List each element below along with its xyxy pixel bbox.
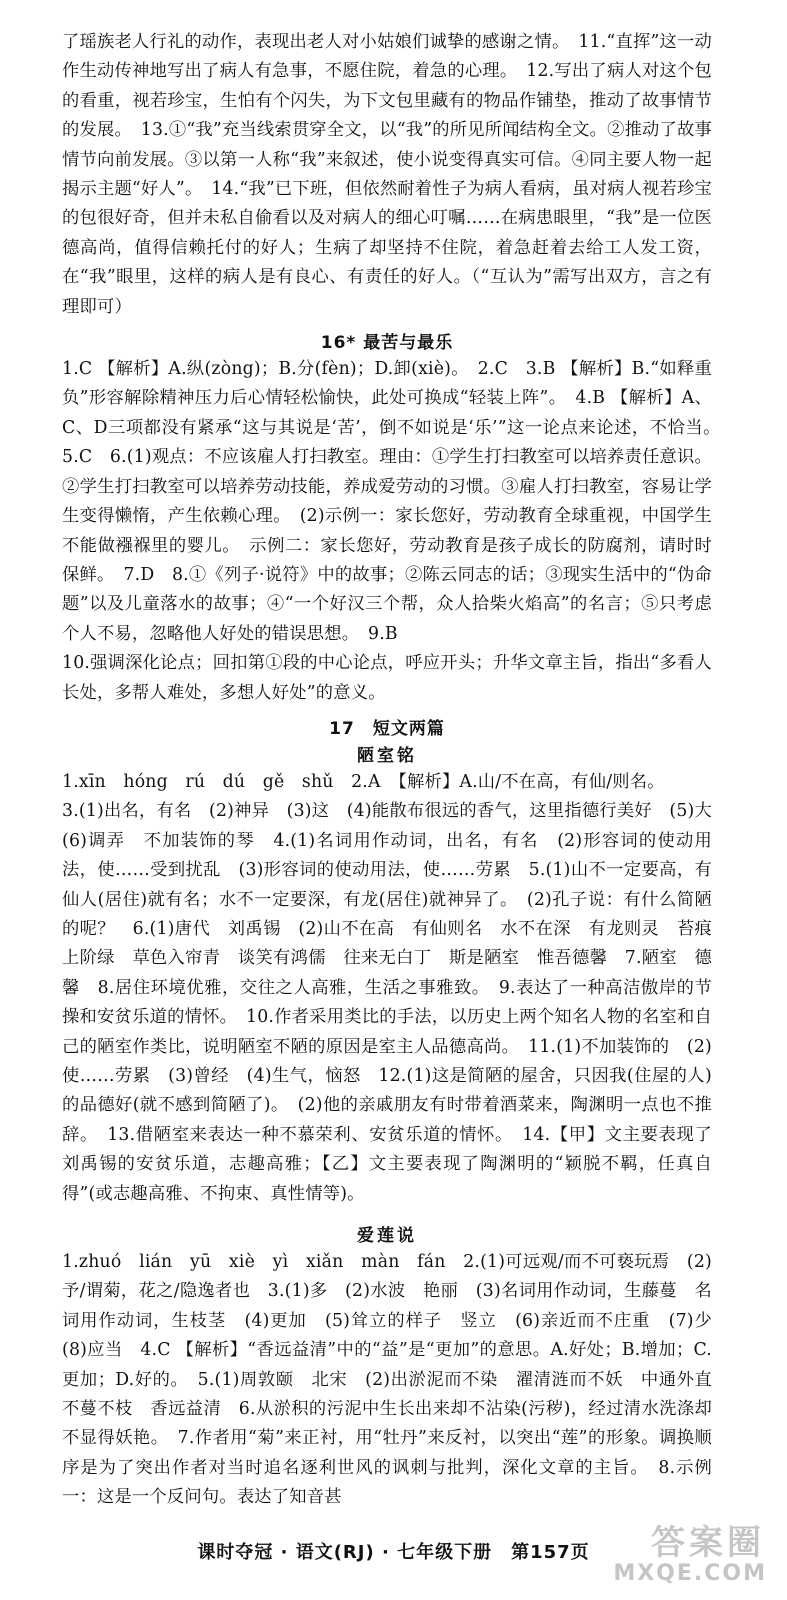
- lou-shi-ming-answers: 3.(1)出名，有名 (2)神异 (3)这 (4)能散布很远的香气，这里指德行美好 (5)大 (6)调弄 不加装饰的琴 4.(1)名词用作动词，出名，有名 (2)形容词的使动用法，使……受到扰乱 (3)形容词的使动用法，使……劳累 5.(1)山不一定要高，有仙人(居住)就有名；水不一定要深，有龙(居住)就神异了。 (2)孔子说：有什么简陋的呢？ 6.(1)唐代 刘禹锡 (2)山不在高 有仙则名 水不在深 有龙则灵 苔痕上阶绿 草色入帘青 谈笑有鸿儒 往来无白丁 斯是陋室 惟吾德馨 7.陋室 德馨 8.居住环境优雅，交往之人高雅，生活之事雅致。 9.表达了一种高洁傲岸的节操和安贫乐道的情怀。 10.作者采用类比的手法，以历史上两个知名人物的名室和自己的陋室作类比，说明陋室不陋的原因是室主人品德高尚。 11.(1)不加装饰的 (2)使……劳累 (3)曾经 (4)生气，恼怒 12.(1)这是简陋的屋舍，只因我(住屋的人)的品德好(就不感到简陋了)。 (2)他的亲戚朋友有时带着酒菜来，陶渊明一点也不推辞。 13.借陋室来表达一种不慕荣利、安贫乐道的情怀。 14.【甲】文主要表现了刘禹锡的安贫乐道，志趣高雅；【乙】文主要表现了陶渊明的“颖脱不羁，任真自得”(或志趣高雅、不拘束、真性情等)。: [62, 801, 730, 1204]
- ai-lian-shuo-answers: 1.zhuó lián yū xiè yì xiǎn màn fán 2.(1)可远观/而不可亵玩焉 (2)予/谓菊，花之/隐逸者也 3.(1)多 (2)水波 艳丽 (3)名词用作动词，生藤蔓 名词用作动词，生枝茎 (4)更加 (5)耸立的样子 竖立 (6)亲近而不庄重 (7)少 (8)应当 4.C 【解析】“香远益清”中的“益”是“更加”的意思。A.好处；B.增加；C.更加；D.好的。 5.(1)周敦颐 北宋 (2)出淤泥而不染 濯清涟而不妖 中通外直 不蔓不枝 香远益清 6.从淤积的污泥中生长出来却不沾染(污秽)，经过清水洗涤却不显得妖艳。 7.作者用“菊”来正衬，用“牡丹”来反衬，以突出“莲”的形象。调换顺序是为了突出作者对当时追名逐利世风的讽刺与批判，深化文章的主旨。 8.示例一：这是一个反问句。表达了知音甚: [62, 1252, 730, 1508]
- answer-page: [62, 28, 730, 1513]
- section-16-answers-q10: 10.强调深化论点；回扣第①段的中心论点，呼应开头；升华文章主旨，指出“多看人长处，多帮人难处，多想人好处”的意义。: [62, 653, 712, 703]
- section-16-title: 16* 最苦与最乐: [320, 333, 454, 354]
- ai-lian-shuo-title: 爱莲说: [357, 1226, 417, 1247]
- section-17-title: 17 短文两篇: [329, 718, 445, 739]
- site-watermark: [613, 1515, 773, 1595]
- watermark-logo-text: 答案圈: [651, 1523, 765, 1563]
- continued-answers-paragraph: 了瑶族老人行礼的动作，表现出老人对小姑娘们诚挚的感谢之情。 11.“直挥”这一动作生动传神地写出了病人有急事，不愿住院，着急的心理。 12.写出了病人对这个包的看重，视若珍宝，生怕有个闪失，为下文包里藏有的物品作铺垫，推动了故事情节的发展。 13.①“我”充当线索贯穿全文，以“我”的所见所闻结构全文。②推动了故事情节向前发展。③以第一人称“我”来叙述，使小说变得真实可信。④同主要人物一起揭示主题“好人”。 14.“我”已下班，但依然耐着性子为病人看病，虽对病人视若珍宝的包很好奇，但并未私自偷看以及对病人的细心叮嘱……在病患眼里，“我”是一位医德高尚，值得信赖托付的好人；生病了却坚持不住院，着急赶着去给工人发工资，在“我”眼里，这样的病人是有良心、有责任的好人。（“互认为”需写出双方，言之有理即可）: [62, 32, 712, 317]
- page-footer: 课时夺冠 · 语文(RJ) · 七年级下册 第157页: [197, 1542, 590, 1563]
- lou-shi-ming-title: 陋室铭: [357, 745, 417, 766]
- section-16-answers: 1.C 【解析】A.纵(zòng)；B.分(fèn)；D.卸(xiè)。 2.C 3.B 【解析】B.“如释重负”形容解除精神压力后心情轻松愉快，此处可换成“轻装上阵”。 4.B 【解析】A、C、D三项都没有紧承“这与其说是‘苦’，倒不如说是‘乐’”这一论点来论述，不恰当。 5.C 6.(1)观点：不应该雇人打扫教室。理由：①学生打扫教室可以培养责任意识。②学生打扫教室可以培养劳动技能，养成爱劳动的习惯。③雇人打扫教室，容易让学生变得懒惰，产生依赖心理。 (2)示例一：家长您好，劳动教育全球重视，中国学生不能做襁褓里的婴儿。 示例二：家长您好，劳动教育是孩子成长的防腐剂，请时时保鲜。 7.D 8.①《列子·说符》中的故事；②陈云同志的话；③现实生活中的“伪命题”以及儿童落水的故事；④“一个好汉三个帮，众人拾柴火焰高”的名言；⑤只考虑个人不易，忽略他人好处的错误思想。 9.B: [62, 359, 730, 644]
- lou-shi-ming-q1-q2: 1.xīn hóng rú dú gě shǔ 2.A 【解析】A.山/不在高，有仙/则名。: [62, 771, 665, 792]
- watermark-url: MXQE.COM: [613, 1561, 767, 1586]
